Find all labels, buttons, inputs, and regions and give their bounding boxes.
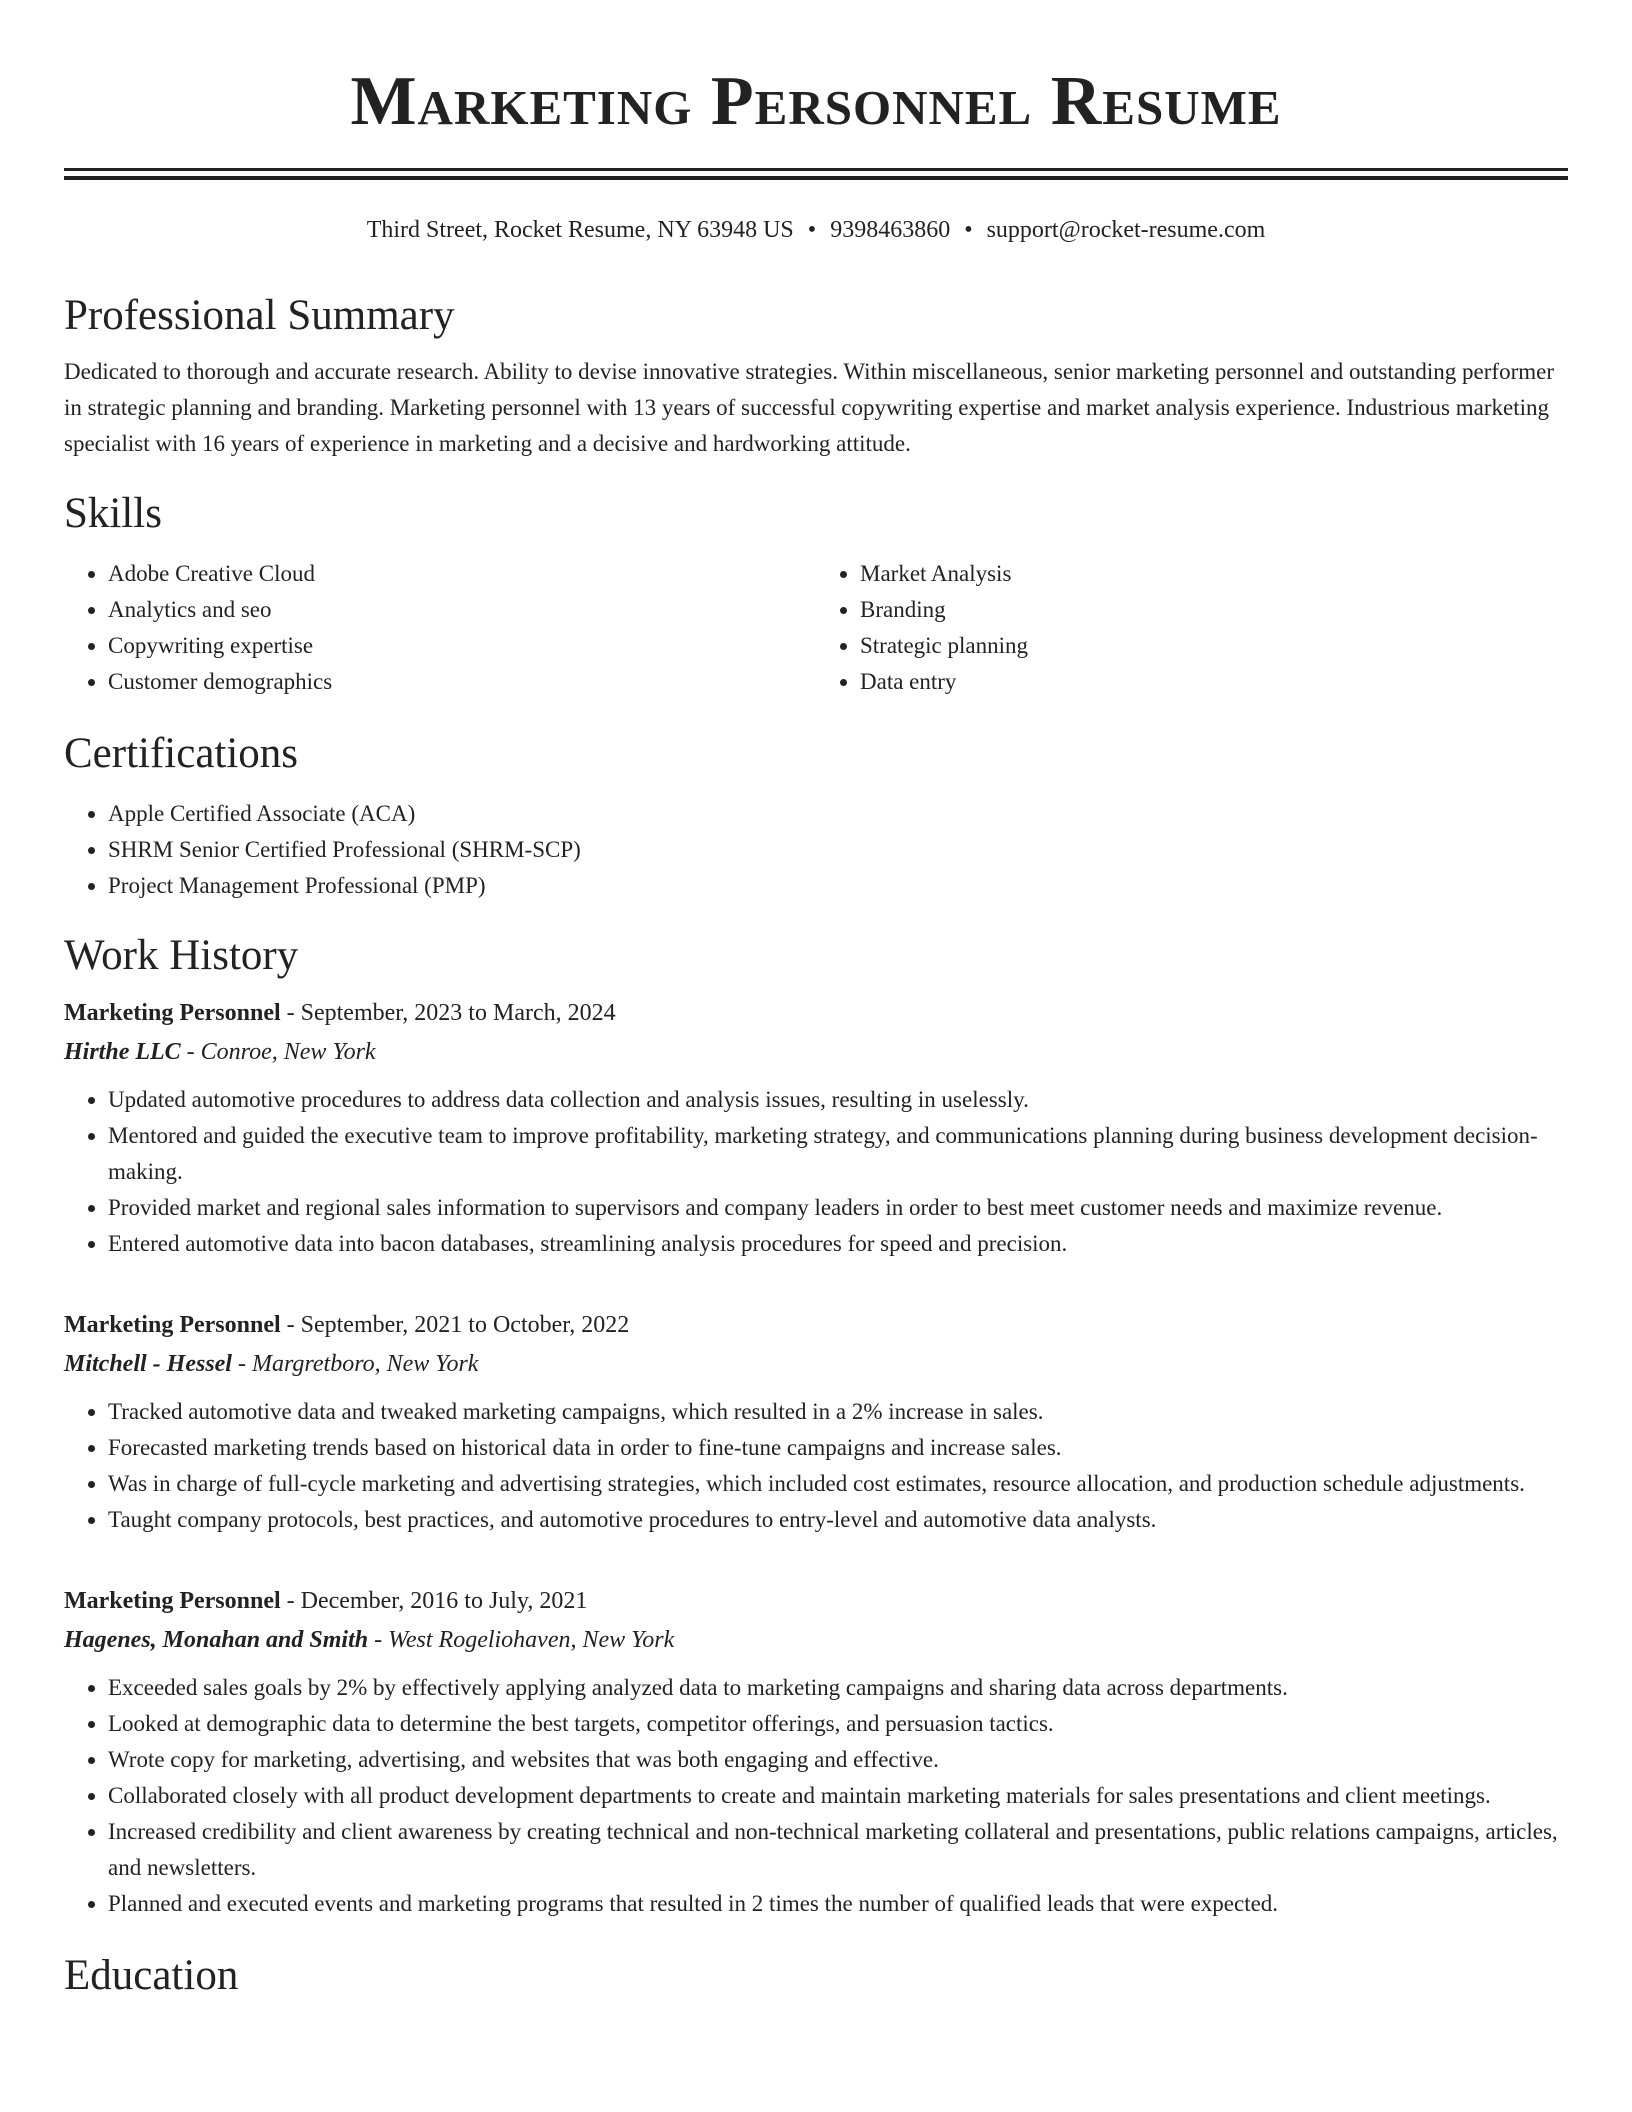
- job-bullet: • Looked at demographic data to determine the best targets, competitor offerings, and persuasion tactics.: [108, 1706, 1568, 1742]
- skill-item: • Branding: [860, 592, 1568, 628]
- job-bullets: [64, 1670, 1568, 1922]
- skill-item: • Analytics and seo: [108, 592, 816, 628]
- work-history-heading: Work History: [64, 932, 299, 979]
- summary-section: [64, 290, 1568, 462]
- contact-address: Third Street, Rocket Resume, NY 63948 US: [366, 217, 794, 243]
- work-history-section: [64, 930, 1568, 1922]
- job-bullets: [64, 1394, 1568, 1538]
- job-company-line: [64, 1620, 1568, 1660]
- skills-list-right: [816, 556, 1568, 700]
- summary-text: Dedicated to thorough and accurate research. Ability to devise innovative strategies. Within miscellaneous, senior marketing personnel and outstanding performer in strategic planning and branding. Marketing personnel with 13 years of successful copywriting expertise and market analysis experience. Industrious marketing specialist with 16 years of experience in marketing and a decisive and hardworking attitude.: [64, 359, 1555, 456]
- job-bullet: • Taught company protocols, best practices, and automotive procedures to entry-level and automotive data analysts.: [108, 1502, 1568, 1538]
- skills-list-left: [64, 556, 816, 700]
- job-bullet: • Wrote copy for marketing, advertising, and websites that was both engaging and effective.: [108, 1742, 1568, 1778]
- skills-section: [64, 488, 1568, 700]
- job-bullet: • Planned and executed events and marketing programs that resulted in 2 times the number of qualified leads that were expected.: [108, 1886, 1568, 1922]
- job-bullets: [64, 1082, 1568, 1262]
- contact-separator: •: [807, 217, 817, 243]
- job-title: Marketing Personnel: [64, 1312, 281, 1338]
- job-dates: - September, 2021 to October, 2022: [280, 1312, 630, 1338]
- job-bullet: • Updated automotive procedures to address data collection and analysis issues, resulting in uselessly.: [108, 1082, 1568, 1118]
- job-bullet: • Mentored and guided the executive team to improve profitability, marketing strategy, and communications planning during business development decision-making.: [108, 1118, 1568, 1190]
- skills-grid: [64, 556, 1568, 700]
- job-location: - Margretboro, New York: [231, 1351, 479, 1377]
- education-heading: Education: [64, 1952, 239, 1999]
- certifications-section: [64, 728, 1568, 904]
- certification-item: • Apple Certified Associate (ACA): [108, 796, 1568, 832]
- job-dates: - September, 2023 to March, 2024: [280, 1000, 616, 1026]
- resume-title: Marketing Personnel Resume: [350, 63, 1282, 140]
- job-bullet: • Was in charge of full-cycle marketing and advertising strategies, which included cost estimates, resource allocation, and production schedule adjustments.: [108, 1466, 1568, 1502]
- title-divider-thin: [64, 168, 1568, 171]
- skill-item: • Copywriting expertise: [108, 628, 816, 664]
- job-bullet: • Tracked automotive data and tweaked marketing campaigns, which resulted in a 2% increase in sales.: [108, 1394, 1568, 1430]
- certifications-heading: Certifications: [64, 730, 299, 777]
- job-bullet: • Exceeded sales goals by 2% by effectively applying analyzed data to marketing campaigns and sharing data across departments.: [108, 1670, 1568, 1706]
- job-bullet: • Increased credibility and client awareness by creating technical and non-technical marketing collateral and presentations, public relations campaigns, articles, and newsletters.: [108, 1814, 1568, 1886]
- job-title-line: [64, 1306, 1568, 1344]
- job-entry: [64, 1582, 1568, 1922]
- title-divider-thick: [64, 176, 1568, 180]
- contact-email: support@rocket-resume.com: [986, 217, 1266, 243]
- skill-item: • Strategic planning: [860, 628, 1568, 664]
- contact-phone: 9398463860: [830, 217, 951, 243]
- job-title: Marketing Personnel: [64, 1588, 281, 1614]
- job-bullet: • Entered automotive data into bacon databases, streamlining analysis procedures for speed and precision.: [108, 1226, 1568, 1262]
- job-entry: [64, 1306, 1568, 1538]
- skill-item: • Market Analysis: [860, 556, 1568, 592]
- contact-line: [64, 214, 1568, 246]
- job-location: - West Rogeliohaven, New York: [368, 1627, 675, 1653]
- job-title-line: [64, 1582, 1568, 1620]
- job-entry: [64, 994, 1568, 1262]
- job-bullet: • Forecasted marketing trends based on historical data in order to fine-tune campaigns and increase sales.: [108, 1430, 1568, 1466]
- job-bullet: • Provided market and regional sales information to supervisors and company leaders in order to best meet customer needs and maximize revenue.: [108, 1190, 1568, 1226]
- skill-item: • Data entry: [860, 664, 1568, 700]
- certifications-list: [64, 796, 1568, 904]
- job-bullet: • Collaborated closely with all product development departments to create and maintain marketing materials for sales presentations and client meetings.: [108, 1778, 1568, 1814]
- skills-heading: Skills: [64, 490, 162, 537]
- contact-separator: •: [964, 217, 973, 243]
- certification-item: • Project Management Professional (PMP): [108, 868, 1568, 904]
- job-company-line: [64, 1344, 1568, 1384]
- job-company: Mitchell - Hessel: [64, 1351, 232, 1377]
- skill-item: • Customer demographics: [108, 664, 816, 700]
- job-title: Marketing Personnel: [64, 1000, 281, 1026]
- job-company: Hagenes, Monahan and Smith: [64, 1627, 369, 1653]
- job-company-line: [64, 1032, 1568, 1072]
- summary-heading: Professional Summary: [64, 292, 455, 339]
- job-company: Hirthe LLC: [64, 1039, 181, 1065]
- skill-item: • Adobe Creative Cloud: [108, 556, 816, 592]
- education-section: [64, 1950, 1568, 2002]
- job-location: - Conroe, New York: [180, 1039, 376, 1065]
- job-title-line: [64, 994, 1568, 1032]
- certification-item: • SHRM Senior Certified Professional (SHRM-SCP): [108, 832, 1568, 868]
- job-dates: - December, 2016 to July, 2021: [280, 1588, 588, 1614]
